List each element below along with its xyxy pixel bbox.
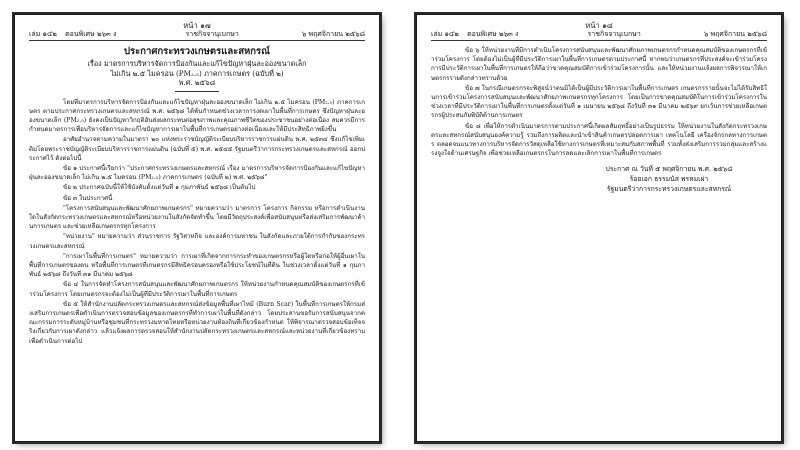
gazette-page-17 [14, 14, 380, 442]
signatory-title: รัฐมนตรีว่าการกระทรวงเกษตรและสหกรณ์ [606, 185, 732, 194]
clause-2: ข้อ ๒ ประกาศฉบับนี้ให้ใช้บังคับตั้งแต่วันที่ ๑ กุมภาพันธ์ ๒๕๖๘ เป็นต้นไป [63, 184, 256, 192]
header-rule [29, 40, 365, 41]
publication-name: ราชกิจจานุเบกษา [185, 30, 239, 38]
clause-5: ข้อ ๕ ให้สำนักงานปลัดกระทรวงเกษตรและสหกรณ์ส่งข้อมูลพื้นที่เผาไหม้ (Burn Scar) ในพื้นที่การเกษตรให้กรมส่งเสริมการเกษตรเพื่อดำเนินการตรวจสอบข้อมูลของเกษตรกรที่ทำการเผาในพื้นที่ดังกล่าว โดยประสานขอรับการสนับสนุนจากคณะกรรมการระดับหมู่บ้านหรือชุมชนที่กระทรวงมหาดไทยหรือหน่วยงานท้องถิ่นที่เกี่ยวข้องกำหนด ให้พิจารณาตรวจสอบข้อเท็จจริงเกี่ยวกับการเผาดังกล่าว แล้วแจ้งผลการตรวจสอบให้สำนักงานปลัดกระทรวงเกษตรและสหกรณ์และหน่วยงานที่เกี่ยวข้องทราบเพื่อดำเนินการต่อไป [29, 300, 365, 345]
authority-paragraph: อาศัยอำนาจตามความในมาตรา ๒๐ แห่งพระราชบัญญัติระเบียบบริหารราชการแผ่นดิน พ.ศ. ๒๕๓๔ ซึ่งแก้ไขเพิ่มเติมโดยพระราชบัญญัติระเบียบบริหารราชการแผ่นดิน (ฉบับที่ ๕) พ.ศ. ๒๕๔๕ รัฐมนตรีว่าการกระทรวงเกษตรและสหกรณ์ ออกประกาศไว้ ดังต่อไปนี้ [29, 136, 365, 162]
announcement-year: พ.ศ. ๒๕๖๘ [178, 78, 216, 87]
gazette-header [29, 30, 365, 39]
volume-number: เล่ม ๑๔๒ [29, 30, 57, 38]
gazette-header [431, 30, 767, 39]
announcement-subject-line-2: ไม่เกิน ๒.๕ ไมครอน (PM₂.₅) ภาคการเกษตร (ฉบับที่ ๒) [110, 68, 284, 78]
publication-date: ๖ พฤศจิกายน ๒๕๖๘ [703, 30, 767, 38]
section-number: ตอนพิเศษ ๒๖๓ ง [65, 30, 117, 38]
definition-project: "โครงการสนับสนุนและพัฒนาศักยภาพเกษตรกร" หมายความว่า มาตรการ โครงการ กิจกรรม หรือการดำเนินงานใดในสังกัดกระทรวงเกษตรและสหกรณ์หรือหน่วยงานในสังกัดจัดทำขึ้น โดยมีวัตถุประสงค์เพื่อสนับสนุนหรือส่งเสริมการพัฒนาด้านการเกษตร และช่วยเหลือเกษตรกรทุกโครงการ [29, 204, 365, 231]
clause-1: ข้อ ๑ ประกาศนี้เรียกว่า "ประกาศกระทรวงเกษตรและสหกรณ์ เรื่อง มาตรการบริหารจัดการป้องกันและแก้ไขปัญหาฝุ่นละอองขนาดเล็ก ไม่เกิน ๒.๕ ไมครอน (PM₂.₅) ภาคการเกษตร (ฉบับที่ ๒) พ.ศ. ๒๕๖๘" [29, 164, 365, 182]
signatory-name: ร้อยเอก ธรรมนัส พรหมเผ่า [629, 175, 709, 184]
definition-agency: "หน่วยงาน" หมายความว่า ส่วนราชการ รัฐวิสาหกิจ และองค์การมหาชน ในสังกัดและภายใต้การกำกับของกระทรวงเกษตรและสหกรณ์ [29, 233, 365, 250]
page-number: หน้า ๑๘ [585, 21, 613, 30]
clause-4: ข้อ ๔ ในการจัดทำโครงการสนับสนุนและพัฒนาศักยภาพเกษตรกร ให้หน่วยงานกำหนดคุณสมบัติของเกษตรกรที่เข้าร่วมโครงการ โดยเกษตรกรจะต้องไม่เป็นผู้ที่มีประวัติการเผาในพื้นที่การเกษตร [29, 281, 365, 298]
publication-date: ๖ พฤศจิกายน ๒๕๖๘ [301, 30, 365, 38]
gazette-page-18 [416, 14, 782, 442]
volume-number: เล่ม ๑๔๒ [431, 30, 459, 38]
clause-6: ข้อ ๖ ให้หน่วยงานที่มีการดำเนินโครงการสนับสนุนและพัฒนาศักยภาพเกษตรกรกำหนดคุณสมบัติของเกษตรกรที่เข้าร่วมโครงการ โดยต้องไม่เป็นผู้ที่มีประวัติการเผาในพื้นที่การเกษตรตามประกาศนี้ หากพบว่าเกษตรกรที่ประสงค์จะเข้าร่วมโครงการมีประวัติการเผาในพื้นที่การเกษตรให้ถือว่าขาดคุณสมบัติการเข้าร่วมโครงการนั้น และให้หน่วยงานแจ้งผลการพิจารณาให้เกษตรกรรายดังกล่าวทราบด้วย [431, 47, 767, 82]
announcement-title: ประกาศกระทรวงเกษตรและสหกรณ์ [124, 46, 270, 57]
clause-8: ข้อ ๘ เพื่อให้การดำเนินมาตรการตามประกาศนี้เกิดผลสัมฤทธิ์อย่างเป็นรูปธรรม ให้หน่วยงานในสังกัดกระทรวงเกษตรและสหกรณ์สนับสนุนองค์ความรู้ รวมถึงการผลิตและนำเข้าสินค้าเกษตรปลอดการเผา เทคโนโลยี เครื่องจักรกลทางการเกษตร ตลอดจนแนวทางการบริหารจัดการวัสดุเหลือใช้ทางการเกษตรที่เหมาะสมกับสภาพพื้นที่ รวมทั้งส่งเสริมการรวมกลุ่มและสร้างแรงจูงใจด้านเศรษฐกิจ เพื่อช่วยเหลือเกษตรกรในการลดและเลิกการเผาในพื้นที่การเกษตร [431, 122, 767, 158]
clause-3: ข้อ ๓ ในประกาศนี้ [63, 194, 113, 202]
preamble-paragraph: โดยที่มาตรการบริหารจัดการป้องกันและแก้ไขปัญหาฝุ่นละอองขนาดเล็ก ไม่เกิน ๒.๕ ไมครอน (PM₂.₅) ภาคการเกษตร ตามประกาศกระทรวงเกษตรและสหกรณ์ พ.ศ. ๒๕๖๘ ได้พ้นกำหนดช่วงเวลาการงดเผาในพื้นที่การเกษตร ซึ่งปัญหาฝุ่นละอองขนาดเล็ก (PM₂.₅) ยังคงเป็นปัญหาวิกฤติอันส่งผลกระทบต่อสุขภาพและคุณภาพชีวิตของประชาชนอย่างต่อเนื่อง สมควรมีการกำหนดมาตรการเพื่อบริหารจัดการและแก้ไขปัญหาการเผาในพื้นที่การเกษตรอย่างต่อเนื่องและให้มีประสิทธิภาพยิ่งขึ้น [29, 98, 365, 134]
header-rule [431, 40, 767, 41]
announcement-subject-line-1: เรื่อง มาตรการบริหารจัดการป้องกันและแก้ไขปัญหาฝุ่นละอองขนาดเล็ก [87, 59, 307, 68]
title-divider [175, 91, 219, 92]
section-number: ตอนพิเศษ ๒๖๓ ง [467, 30, 519, 38]
publication-name: ราชกิจจานุเบกษา [587, 30, 641, 38]
clause-7: ข้อ ๗ ในกรณีเกษตรกรจะพิสูจน์ว่าตนมิได้เป็นผู้มีประวัติการเผาในพื้นที่การเกษตร เกษตรกรรายนั้นจะไม่ได้รับสิทธิในการเข้าร่วมโครงการสนับสนุนและพัฒนาศักยภาพเกษตรกรทุกโครงการ โดยเป็นการขาดคุณสมบัติในการเข้าร่วมโครงการในช่วงเวลาที่มีประวัติการเผาในพื้นที่การเกษตรตั้งแต่วันที่ ๑ เมษายน ๒๕๖๘ ถึงวันที่ ๓๑ มีนาคม ๒๕๖๙ ยกเว้นการช่วยเหลือเกษตรกรผู้ประสบภัยพิบัติด้านการเกษตร [431, 84, 767, 120]
definition-burning: "การเผาในพื้นที่การเกษตร" หมายความว่า การเผาที่เกิดจากการกระทำของเกษตรกรหรือผู้ใดหรือก่อให้ผู้อื่นเผาในพื้นที่การเกษตรของตน หรือพื้นที่การเกษตรที่เกษตรกรมีสิทธิครอบครองหรือใช้ประโยชน์ในที่ดิน ในช่วงเวลาตั้งแต่วันที่ ๑ กุมภาพันธ์ ๒๕๖๘ ถึงวันที่ ๓๑ มีนาคม ๒๕๖๘ [29, 252, 365, 279]
page-number: หน้า ๑๗ [183, 21, 211, 30]
announcement-date: ประกาศ ณ วันที่ ๕ พฤศจิกายน พ.ศ. ๒๕๖๘ [605, 165, 733, 174]
